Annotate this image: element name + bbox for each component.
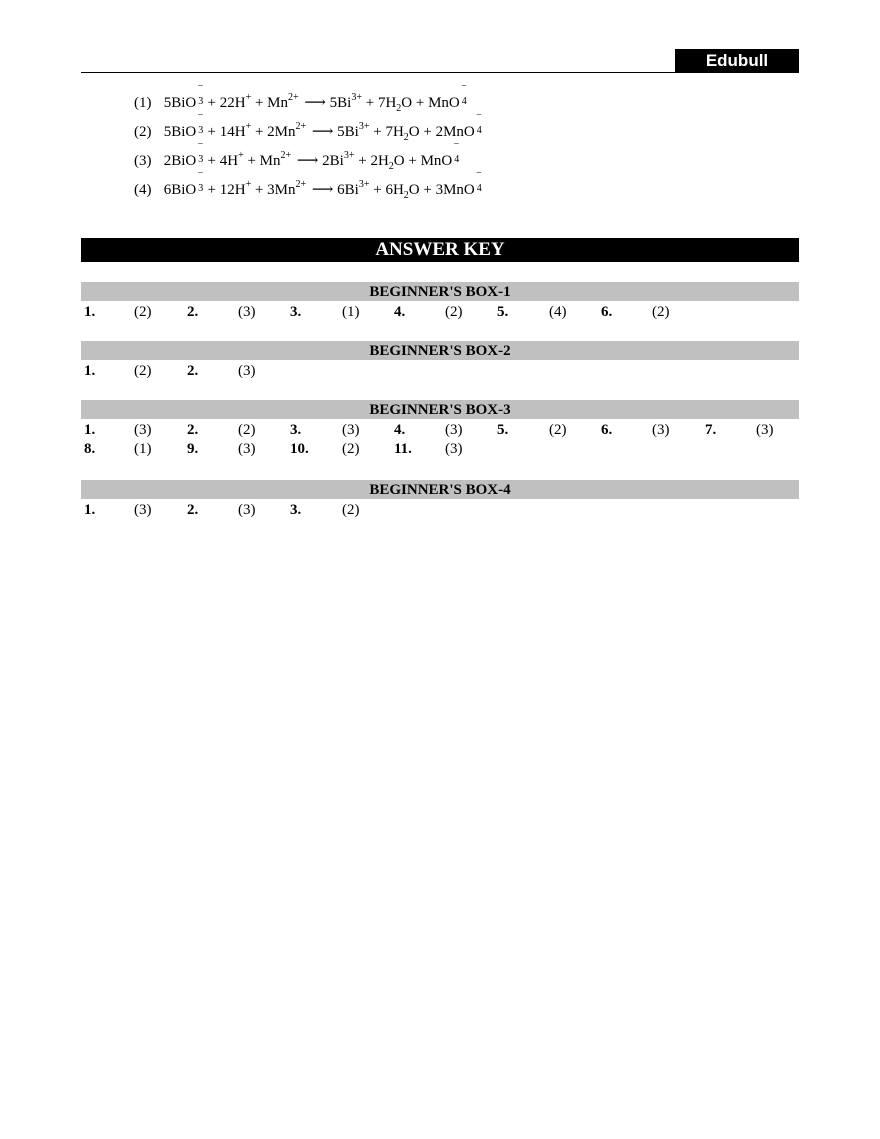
question-number: 2. [187, 304, 199, 320]
question-number: 10. [290, 441, 309, 457]
answer-option: (2) [342, 441, 360, 457]
question-number: 5. [497, 422, 509, 438]
question-number: 3. [290, 502, 302, 518]
answer-option: (3) [652, 422, 670, 438]
answer-option: (2) [549, 422, 567, 438]
option-4: (4) 6BiO − 3 + $12H^+ + 3Mn^{2+}$ ⟶ $6Bi^{3+} + 6H_2O + 3MnO$ − 4 [134, 168, 482, 201]
answer-option: (2) [652, 304, 670, 320]
question-number: 1. [84, 502, 96, 518]
beginners-box-2-title: BEGINNER'S BOX-2 [81, 341, 799, 360]
option-2: (2) 5BiO − 3 + $14H^+ + 2Mn^{2+}$ ⟶ $5Bi^{3+} + 7H_2O + 2MnO$ − 4 [134, 110, 482, 143]
answer-option: (3) [134, 422, 152, 438]
question-number: 2. [187, 363, 199, 379]
answer-option: (2) [238, 422, 256, 438]
answer-option: (3) [238, 304, 256, 320]
answer-option: (1) [134, 441, 152, 457]
question-number: 6. [601, 304, 613, 320]
answer-option: (2) [134, 363, 152, 379]
answer-option: (2) [342, 502, 360, 518]
reaction-options [134, 81, 482, 205]
question-number: 3. [290, 304, 302, 320]
question-number: 2. [187, 422, 199, 438]
question-number: 3. [290, 422, 302, 438]
answer-option: (2) [134, 304, 152, 320]
answer-option: (1) [342, 304, 360, 320]
answer-option: (3) [238, 441, 256, 457]
question-number: 5. [497, 304, 509, 320]
question-number: 8. [84, 441, 96, 457]
beginners-box-1-title: BEGINNER'S BOX-1 [81, 282, 799, 301]
question-number: 9. [187, 441, 199, 457]
question-number: 6. [601, 422, 613, 438]
answer-option: (3) [238, 363, 256, 379]
question-number: 2. [187, 502, 199, 518]
option-3: (3) 2BiO − 3 + $4H^+ + Mn^{2+}$ ⟶ $2Bi^{3+} + 2H_2O$ + MnO − 4 [134, 139, 460, 172]
answer-option: (3) [445, 422, 463, 438]
question-number: 1. [84, 422, 96, 438]
answer-option: (3) [238, 502, 256, 518]
question-number: 7. [705, 422, 717, 438]
header-rule [81, 72, 799, 73]
answer-option: (3) [756, 422, 774, 438]
answer-option: (4) [549, 304, 567, 320]
answer-option: (2) [445, 304, 463, 320]
answer-option: (3) [445, 441, 463, 457]
beginners-box-4-title: BEGINNER'S BOX-4 [81, 480, 799, 499]
question-number: 1. [84, 304, 96, 320]
brand-label: Edubull [675, 49, 799, 73]
question-number: 11. [394, 441, 412, 457]
question-number: 1. [84, 363, 96, 379]
answer-option: (3) [134, 502, 152, 518]
beginners-box-3-title: BEGINNER'S BOX-3 [81, 400, 799, 419]
question-number: 4. [394, 304, 406, 320]
answer-option: (3) [342, 422, 360, 438]
question-number: 4. [394, 422, 406, 438]
option-1: (1) 5BiO − 3 + $22H^+ + Mn^{2+}$ ⟶ $5Bi^{3+} + 7H_2O$ + MnO − 4 [134, 81, 467, 114]
answer-key-title: ANSWER KEY [81, 238, 799, 262]
